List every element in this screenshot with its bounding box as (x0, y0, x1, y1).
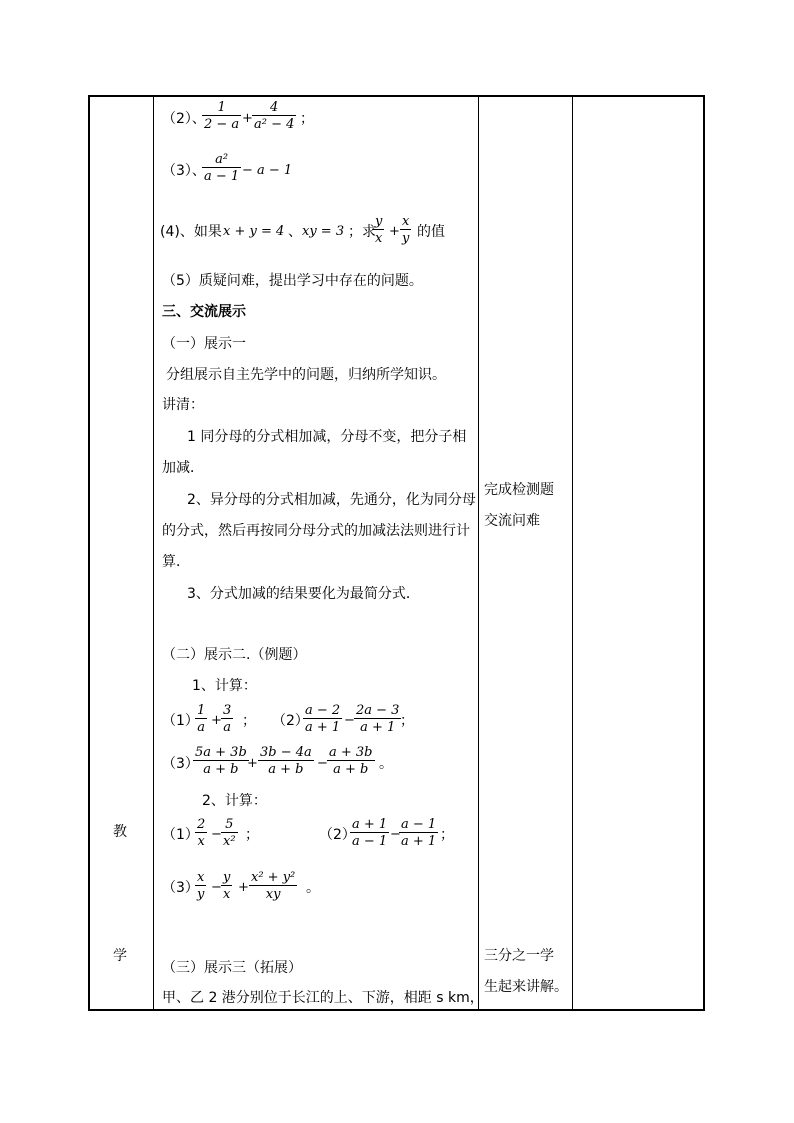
lesson-table (88, 95, 705, 1011)
calc-1-2-label: （2） (272, 713, 309, 729)
item-3-rest: − a − 1 (242, 163, 293, 178)
calc-1-3-minus: − (317, 756, 328, 771)
item-3-prefix: （3）、 (162, 163, 206, 179)
calc-2-1-frac-a: $\frac{2}{x}$ (197, 817, 206, 849)
rule-2-line-1: 2、异分母的分式相加减，先通分，化为同分母 (187, 492, 476, 508)
note-2-line-1: 三分之一学 (484, 948, 554, 964)
item-4-mid: ；求 (348, 224, 376, 240)
item-4-eq-2: xy = 3 (302, 224, 345, 239)
calc-2-1-frac-b: $\frac{5}{\text{x²}}$ (223, 817, 236, 849)
calc-2-1-label: （1） (162, 827, 199, 843)
left-col-char-jiao: 教 (113, 824, 127, 840)
calc-1-3-frac-b: $\frac{3b - 4a}{a + b}$ (260, 745, 312, 777)
rule-1-line-1: 1 同分母的分式相加减，分母不变，把分子相 (187, 429, 467, 445)
calc-2-3-frac-a: $\frac{x}{y}$ (197, 870, 205, 902)
calc-1-3-label: （3） (162, 756, 199, 772)
show-1-title: （一）展示一 (162, 336, 246, 352)
calc-2-3-plus: + (238, 880, 249, 895)
calc-2-2-frac-b: $\frac{a - 1}{a + 1}$ (401, 817, 437, 849)
calc-2-2-label: （2） (319, 827, 356, 843)
calc-1-2-end: ； (400, 713, 414, 729)
calc-1-2-frac-b: $\frac{2a - 3}{a + 1}$ (356, 703, 400, 735)
left-col-char-xue: 学 (113, 948, 127, 964)
calc-2-2-frac-a: $\frac{a + 1}{a - 1}$ (352, 817, 388, 849)
rule-2-line-3: 算． (162, 554, 190, 570)
item-2-frac-1: $\frac{1}{2 - a}$ (204, 100, 240, 132)
item-4-frac-1: $\frac{y}{x}$ (375, 214, 383, 246)
item-4-eq-1: x + y = 4 (223, 224, 285, 239)
calc-1-1-frac-a: $\frac{1}{a}$ (197, 703, 206, 735)
calc-2-1-end: ； (245, 827, 259, 843)
calc-2-2-minus: − (390, 827, 401, 842)
calc-2-2-end: ； (440, 827, 454, 843)
calc-2-3-frac-c: $\frac{\text{x² + y²}}{xy}$ (251, 870, 296, 902)
calc-1-3-plus: + (247, 756, 258, 771)
column-divider (153, 97, 154, 1009)
rule-1-line-2: 加减． (162, 460, 204, 476)
calc-1-title: 1、计算： (192, 678, 257, 694)
calc-1-1-end: ； (242, 713, 256, 729)
item-4-end: 的值 (417, 224, 445, 240)
calc-1-2-minus: − (344, 713, 355, 728)
item-2-prefix: （2）、 (162, 111, 206, 127)
calc-1-1-plus: + (211, 713, 222, 728)
section-3-heading: 三、交流展示 (162, 304, 246, 320)
calc-2-3-end: 。 (306, 880, 320, 896)
item-4-prefix: (4)、如果 (160, 224, 222, 240)
item-2-plus: + (242, 111, 253, 126)
clarify-label: 讲清： (162, 397, 204, 413)
calc-2-1-minus: − (211, 827, 222, 842)
calc-2-3-frac-b: $\frac{y}{x}$ (223, 870, 231, 902)
rule-3: 3、分式加减的结果要化为最简分式． (187, 586, 420, 602)
note-2-line-2: 生起来讲解。 (484, 979, 568, 995)
item-4-sep: 、 (288, 224, 302, 240)
calc-1-3-frac-a: $\frac{5a + 3b}{a + b}$ (195, 745, 247, 777)
calc-1-3-frac-c: $\frac{a + 3b}{a + b}$ (329, 745, 373, 777)
show-2-title: （二）展示二.（例题） (162, 647, 307, 663)
item-2-frac-2: $\frac{4}{\text{a² − 4}}$ (254, 100, 295, 132)
calc-2-title: 2、计算： (202, 793, 267, 809)
calc-1-1-label: （1） (162, 713, 199, 729)
calc-2-3-label: （3） (162, 880, 199, 896)
column-divider (572, 97, 573, 1009)
calc-1-2-frac-a: $\frac{a - 2}{a + 1}$ (305, 703, 341, 735)
item-3-frac: $\frac{\text{a²}}{a - 1}$ (204, 152, 240, 184)
show-3-title: （三）展示三（拓展） (162, 960, 302, 976)
note-1-line-1: 完成检测题 (484, 482, 554, 498)
item-5: （5）质疑问难，提出学习中存在的问题。 (162, 273, 423, 289)
note-1-line-2: 交流问难 (484, 513, 540, 529)
show-1-text: 分组展示自主先学中的问题，归纳所学知识。 (166, 367, 446, 383)
calc-1-1-frac-b: $\frac{3}{a}$ (223, 703, 232, 735)
show-3-text: 甲、乙 2 港分别位于长江的上、下游，相距 s km， (162, 990, 484, 1006)
item-4-frac-2: $\frac{x}{y}$ (402, 214, 410, 246)
calc-1-3-end: 。 (379, 756, 393, 772)
item-2-end: ； (300, 111, 314, 127)
item-4-plus: + (389, 224, 400, 239)
column-divider (478, 97, 479, 1009)
rule-2-line-2: 的分式，然后再按同分母分式的加减法法则进行计 (162, 523, 470, 539)
calc-2-3-minus: − (211, 880, 222, 895)
